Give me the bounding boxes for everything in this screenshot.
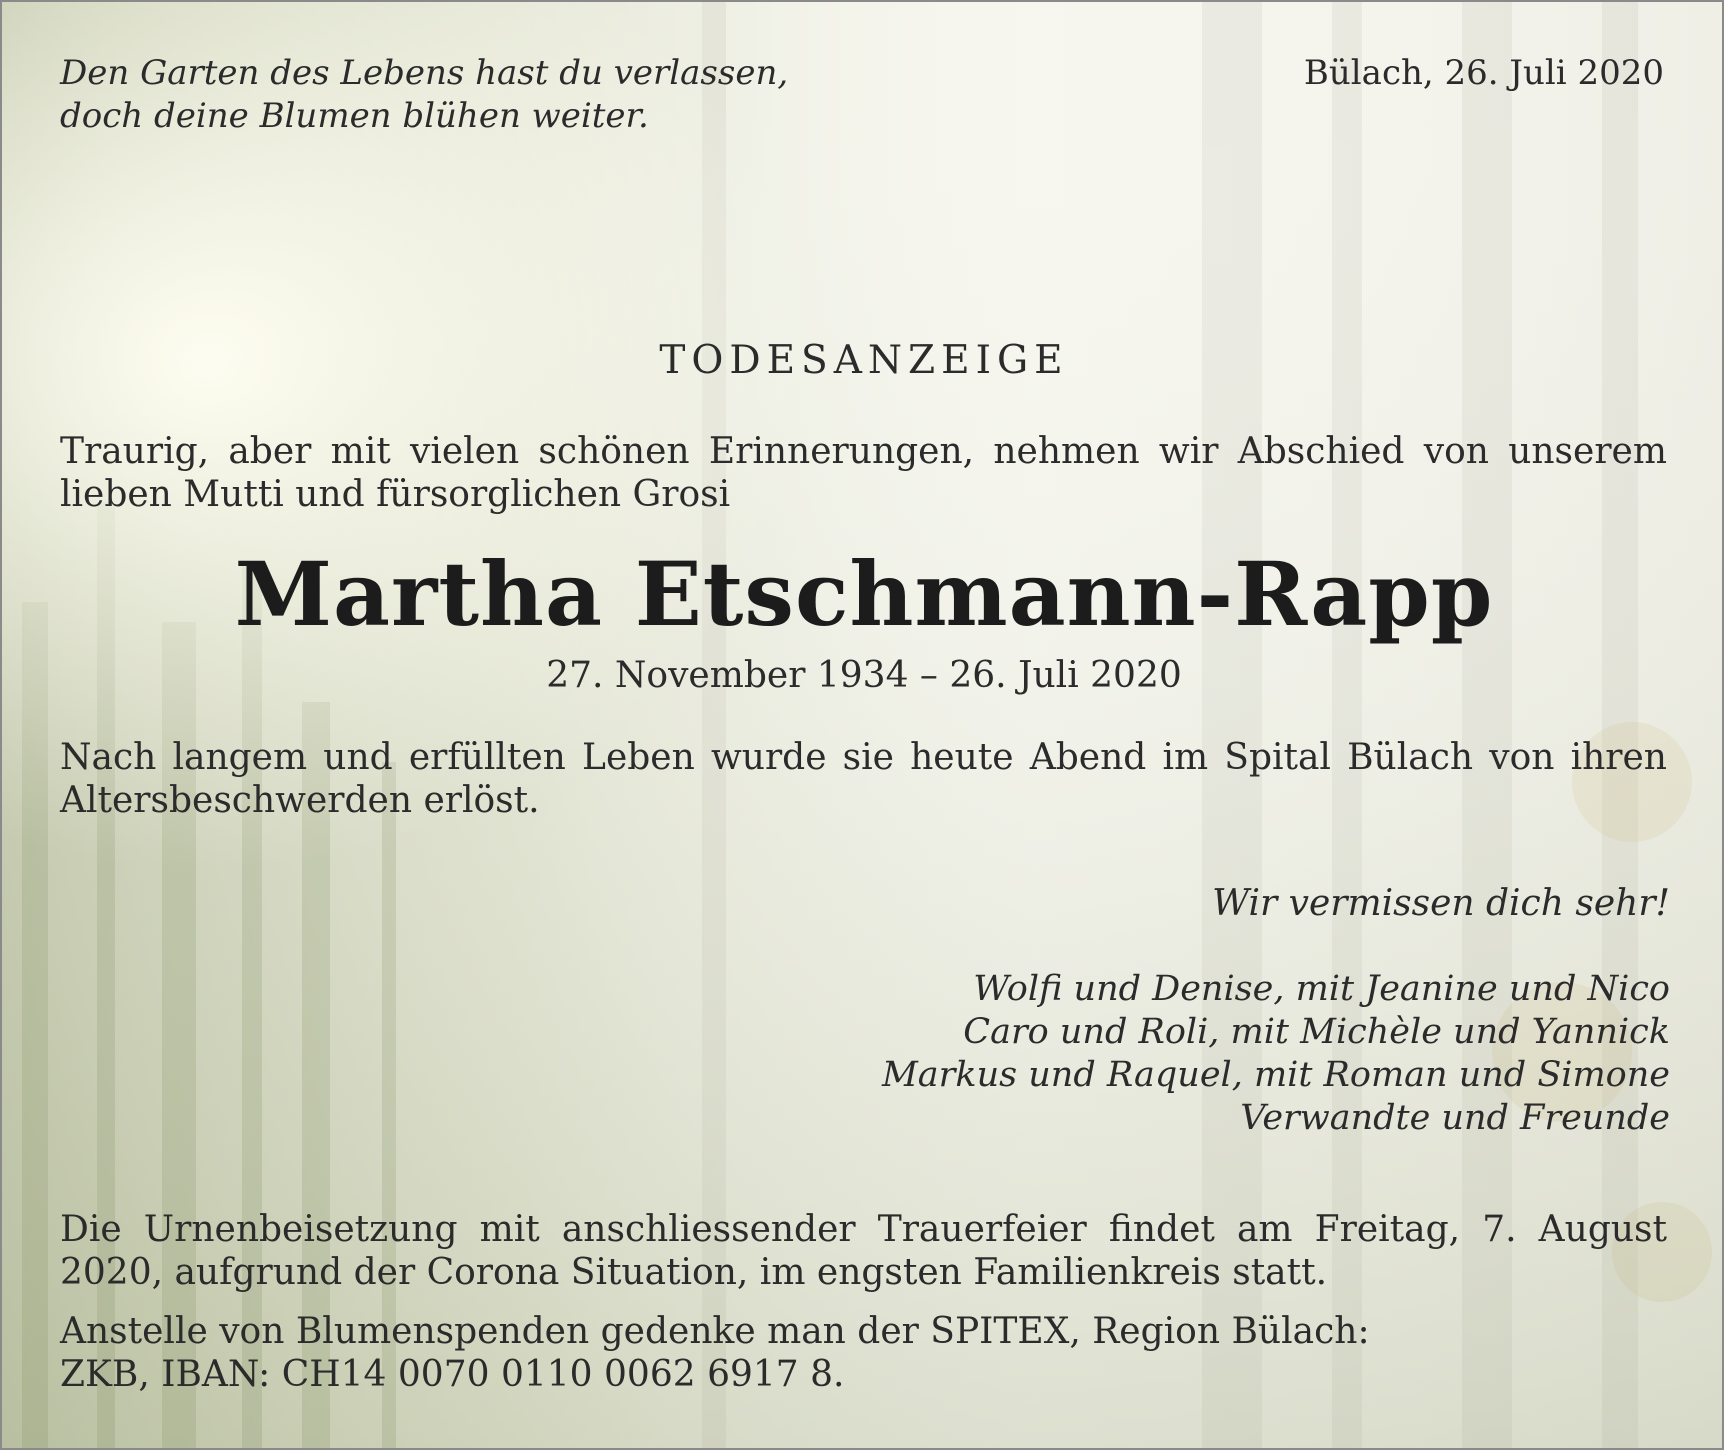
- donation-info: [60, 1310, 1370, 1396]
- family-line: Wolfi und Denise, mit Jeanine und Nico: [973, 969, 1670, 1009]
- family-line: Verwandte und Freunde: [1240, 1098, 1670, 1138]
- lifespan-dates: 27. November 1934 – 26. Juli 2020: [546, 655, 1182, 696]
- family-line: Caro und Roli, mit Michèle und Yannick: [963, 1012, 1670, 1052]
- motto-quote: [60, 52, 788, 138]
- motto-line-2: doch deine Blumen blühen weiter.: [60, 96, 649, 136]
- family-list: [882, 968, 1670, 1140]
- notice-heading: TODESANZEIGE: [659, 338, 1069, 383]
- deceased-name: Martha Etschmann-Rapp: [234, 542, 1494, 646]
- release-text: Nach langem und erfüllten Leben wurde sie heute Abend im Spital Bülach von ihren Altersbeschwerden erlöst.: [60, 737, 1667, 821]
- donation-line-2: ZKB, IBAN: CH14 0070 0110 0062 6917 8.: [60, 1354, 845, 1395]
- intro-text: Traurig, aber mit vielen schönen Erinnerungen, nehmen wir Abschied von unserem lieben Mutti und fürsorglichen Grosi: [60, 431, 1667, 515]
- motto-line-1: Den Garten des Lebens hast du verlassen,: [60, 53, 789, 93]
- place-date: Bülach, 26. Juli 2020: [1303, 53, 1664, 93]
- donation-line-1: Anstelle von Blumenspenden gedenke man der SPITEX, Region Bülach:: [60, 1311, 1370, 1352]
- miss-text: Wir vermissen dich sehr!: [1212, 883, 1670, 924]
- family-line: Markus und Raquel, mit Roman und Simone: [881, 1055, 1670, 1095]
- funeral-text: Die Urnenbeisetzung mit anschliessender Trauerfeier findet am Freitag, 7. August 2020, aufgrund der Corona Situation, im engsten Familienkreis statt.: [60, 1209, 1667, 1293]
